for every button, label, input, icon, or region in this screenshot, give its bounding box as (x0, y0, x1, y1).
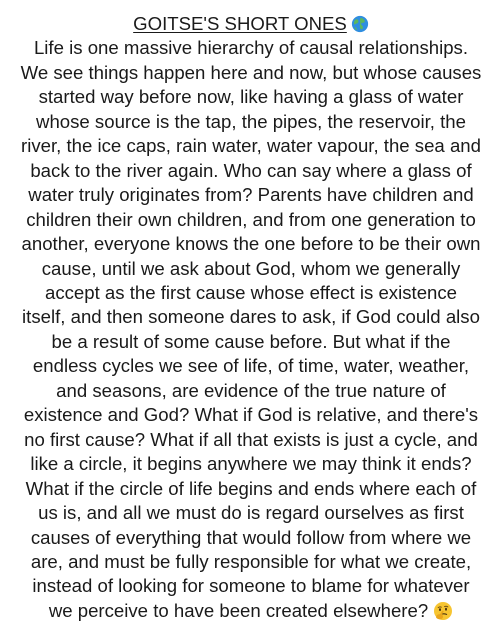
text-line: instead of looking for someone to blame for whatever (32, 575, 470, 597)
title-row (0, 12, 502, 36)
text-line: endless cycles we see of life, of time, water, weather, (32, 355, 470, 377)
text-line: river, the ice caps, rain water, water vapour, the sea and (21, 135, 481, 157)
text-line: and seasons, are evidence of the true nature of (56, 379, 446, 401)
text-line: started way before now, like having a glass of water (38, 86, 464, 108)
text-line: We see things happen here and now, but whose causes (20, 61, 482, 83)
globe-icon (351, 15, 369, 33)
last-text-line (0, 599, 502, 623)
text-line: causes of everything that would follow from where we (30, 526, 472, 548)
text-line: are, and must be fully responsible for what we create, (30, 550, 472, 572)
text-line: back to the river again. Who can say where a glass of (30, 159, 472, 181)
text-line: itself, and then someone dares to ask, if God could also (22, 306, 480, 328)
text-line: whose source is the tap, the pipes, the reservoir, the (36, 110, 466, 132)
post-title: GOITSE'S SHORT ONES (133, 13, 347, 34)
last-line-text: we perceive to have been created elsewhere? (48, 599, 429, 621)
text-line: be a result of some cause before. But what if the (51, 330, 451, 352)
text-line: cause, until we ask about God, whom we generally (41, 257, 461, 279)
text-line: water truly originates from? Parents have children and (28, 184, 474, 206)
text-line: no first cause? What if all that exists is just a cycle, and (24, 428, 478, 450)
thinking-face-icon (433, 601, 453, 621)
text-line: accept as the first cause whose effect is existence (44, 281, 458, 303)
text-line: another, everyone knows the one before to be their own (21, 233, 481, 255)
post-body (0, 12, 502, 623)
text-line: children their own children, and from one generation to (26, 208, 476, 230)
text-line: What if the circle of life begins and ends where each of (25, 477, 477, 499)
text-line: us is, and all we must do is regard ourselves as first (38, 502, 464, 524)
text-line: existence and God? What if God is relative, and there's (23, 404, 479, 426)
text-line: like a circle, it begins anywhere we may think it ends? (30, 453, 472, 475)
text-line: Life is one massive hierarchy of causal relationships. (33, 37, 469, 59)
